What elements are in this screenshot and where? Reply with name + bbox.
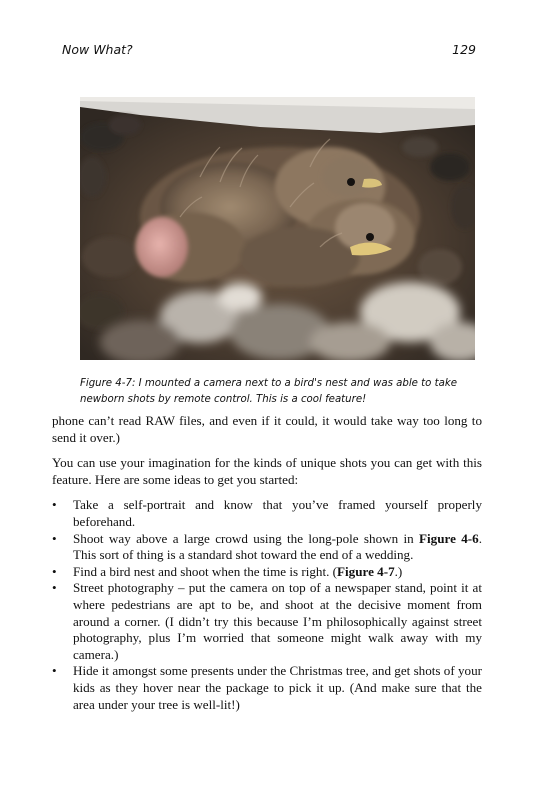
list-item-text: Take a self-portrait and know that you’ve framed yourself properly beforehand. bbox=[73, 497, 482, 529]
list-item-text: . This sort of thing is a standard shot toward the end of a wedding. bbox=[73, 530, 482, 563]
figure-reference: Figure 4-6 bbox=[419, 530, 479, 546]
ideas-list bbox=[52, 497, 482, 713]
bullet-symbol: • bbox=[52, 663, 57, 679]
list-item-text: Shoot way above a large crowd using the long-pole shown in bbox=[73, 530, 420, 546]
body-text bbox=[52, 413, 482, 713]
list-item-text: Hide it amongst some presents under the Christmas tree, and get shots of your kids as they hover near the package to pick it up. (And make sure that the area under your tree is well-lit!) bbox=[73, 663, 482, 712]
list-item-text: .) bbox=[394, 563, 403, 579]
list-item bbox=[52, 564, 482, 581]
bullet-symbol: • bbox=[52, 497, 57, 513]
figure-label: Figure 4-7: bbox=[80, 378, 136, 389]
paragraph-intro: You can use your imagination for the kinds of unique shots you can get with this feature. Here are some ideas to get you started: bbox=[52, 455, 482, 487]
figure-caption-text: I mounted a camera next to a bird's nest and was able to take newborn shots by remote control. This is a cool feature! bbox=[80, 378, 458, 405]
bullet-symbol: • bbox=[52, 563, 57, 579]
list-item bbox=[52, 580, 482, 663]
running-head bbox=[62, 42, 476, 62]
page-number: 129 bbox=[452, 42, 476, 57]
paragraph-continued: phone can’t read RAW files, and even if it could, it would take way too long to send it over.) bbox=[52, 413, 482, 445]
list-item-text: Street photography – put the camera on top of a newspaper stand, point it at where pedestrians are apt to be, and shoot at the decisive moment from around a corner. (I didn’t try this because I’m philosophically against street photography, plus I’m worried that someone might walk away with my camera.) bbox=[73, 580, 482, 662]
chapter-title: Now What? bbox=[62, 42, 133, 57]
figure-reference: Figure 4-7 bbox=[337, 563, 395, 579]
bullet-symbol: • bbox=[52, 580, 57, 596]
bird-nest-photo bbox=[80, 97, 475, 360]
figure-caption bbox=[80, 376, 490, 408]
bullet-symbol: • bbox=[52, 530, 57, 546]
list-item bbox=[52, 497, 482, 530]
list-item bbox=[52, 663, 482, 713]
list-item-text: Find a bird nest and shoot when the time is right. ( bbox=[73, 563, 338, 579]
list-item bbox=[52, 531, 482, 564]
